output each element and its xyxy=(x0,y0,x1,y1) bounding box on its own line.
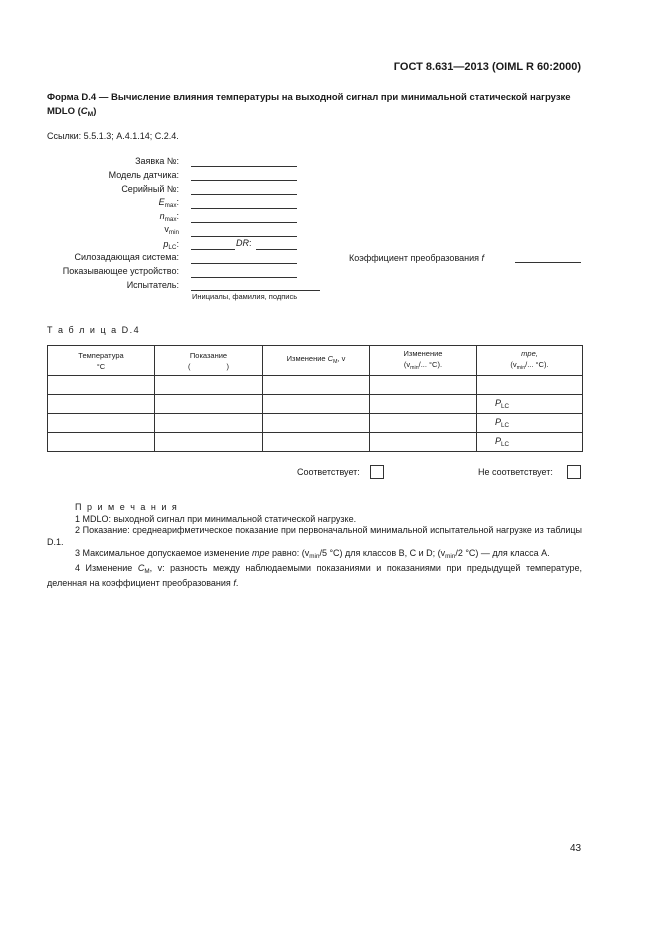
serial-field[interactable] xyxy=(191,184,297,195)
conforms-label: Соответствует: xyxy=(297,467,360,477)
note-3: 3 Максимальное допускаемое изменение mpe равно: ($v_{min}/5$ °С) для классов В, С и D; ($v_{min}/2$ °С) — для класса А. xyxy=(75,548,550,561)
tester-caption: Инициалы, фамилия, подпись xyxy=(192,292,298,301)
conforms-checkbox[interactable] xyxy=(370,465,384,479)
table-cell[interactable] xyxy=(155,433,263,452)
model-field[interactable] xyxy=(191,170,297,181)
plc-cell: $P_{LC}$ xyxy=(477,414,583,433)
table-cell[interactable] xyxy=(263,433,370,452)
header-change-cm: Изменение $C_M$, v xyxy=(263,346,370,376)
indicator-label: Показывающее устройство: xyxy=(62,266,179,276)
table-row xyxy=(48,395,583,414)
emax-label: $E_{max}$: xyxy=(158,197,179,209)
vmin-field[interactable] xyxy=(191,226,297,237)
table-cell[interactable] xyxy=(48,414,155,433)
plc-cell: $P_{LC}$ xyxy=(477,433,583,452)
load-system-label: Силозадающая система: xyxy=(74,252,179,262)
not-conforms-checkbox[interactable] xyxy=(567,465,581,479)
notes-heading: П р и м е ч а н и я xyxy=(75,502,179,512)
table-cell[interactable] xyxy=(477,376,583,395)
table-cell[interactable] xyxy=(370,433,477,452)
table-cell[interactable] xyxy=(155,414,263,433)
not-conforms-label: Не соответствует: xyxy=(478,467,553,477)
table-cell[interactable] xyxy=(155,376,263,395)
nmax-label: $n_{max}$: xyxy=(159,211,179,223)
table-cell[interactable] xyxy=(155,395,263,414)
table-cell[interactable] xyxy=(48,376,155,395)
tester-label: Испытатель: xyxy=(126,280,179,290)
header-reading: Показание ( ) xyxy=(155,346,263,376)
note-2: 2 Показание: среднеарифметическое показание при первоначальной минимальной испытательной нагрузке из таблицы D.1. xyxy=(47,525,582,547)
table-cell[interactable] xyxy=(48,395,155,414)
vmin-label: $v_{min}$ xyxy=(164,224,179,236)
coef-field[interactable] xyxy=(515,252,581,263)
indicator-field[interactable] xyxy=(191,267,297,278)
note-4: 4 Изменение $C_M$, v: разность между наблюдаемыми показаниями и показаниями при предыдущей температуре, деленная на коэффициент преобразования f. xyxy=(47,562,582,588)
model-label: Модель датчика: xyxy=(108,170,179,180)
table-cell[interactable] xyxy=(263,395,370,414)
coef-label: Коэффициент преобразования f xyxy=(349,253,485,263)
table-caption: Т а б л и ц а D.4 xyxy=(47,325,141,335)
page-number: 43 xyxy=(570,843,582,854)
data-table xyxy=(47,345,583,452)
form-title: Форма D.4 — Вычисление влияния температуры на выходной сигнал при минимальной статической нагрузке MDLO $(C_M)$ xyxy=(47,92,571,118)
table-row xyxy=(48,376,583,395)
application-label: Заявка №: xyxy=(135,156,179,166)
notes xyxy=(47,502,582,589)
references: Ссылки: 5.5.1.3; A.4.1.14; C.2.4. xyxy=(47,131,179,141)
table-cell[interactable] xyxy=(263,376,370,395)
standard-header: ГОСТ 8.631—2013 (OIML R 60:2000) xyxy=(393,61,581,73)
application-field[interactable] xyxy=(191,156,297,167)
emax-field[interactable] xyxy=(191,198,297,209)
header-temperature: Температура °С xyxy=(48,346,155,376)
header-mpe: mpe, ($v_{min}/$... °С). xyxy=(477,346,583,376)
plc-cell: $P_{LC}$ xyxy=(477,395,583,414)
table-row xyxy=(48,414,583,433)
table-cell[interactable] xyxy=(48,433,155,452)
table-cell[interactable] xyxy=(263,414,370,433)
table-row xyxy=(48,433,583,452)
serial-label: Серийный №: xyxy=(121,184,179,194)
dr-label: DR: xyxy=(236,238,252,248)
header-change: Изменение ($v_{min}/$... °С). xyxy=(370,346,477,376)
plc-label: $p_{LC}$: xyxy=(163,239,179,251)
nmax-field[interactable] xyxy=(191,212,297,223)
dr-field[interactable] xyxy=(256,239,297,250)
load-system-field[interactable] xyxy=(191,253,297,264)
note-1: 1 MDLO: выходной сигнал при минимальной статической нагрузке. xyxy=(75,513,357,524)
table-cell[interactable] xyxy=(370,414,477,433)
table-cell[interactable] xyxy=(370,376,477,395)
tester-field[interactable] xyxy=(191,280,320,291)
table-header-row xyxy=(48,346,583,376)
table-cell[interactable] xyxy=(370,395,477,414)
plc-field[interactable] xyxy=(191,239,235,250)
